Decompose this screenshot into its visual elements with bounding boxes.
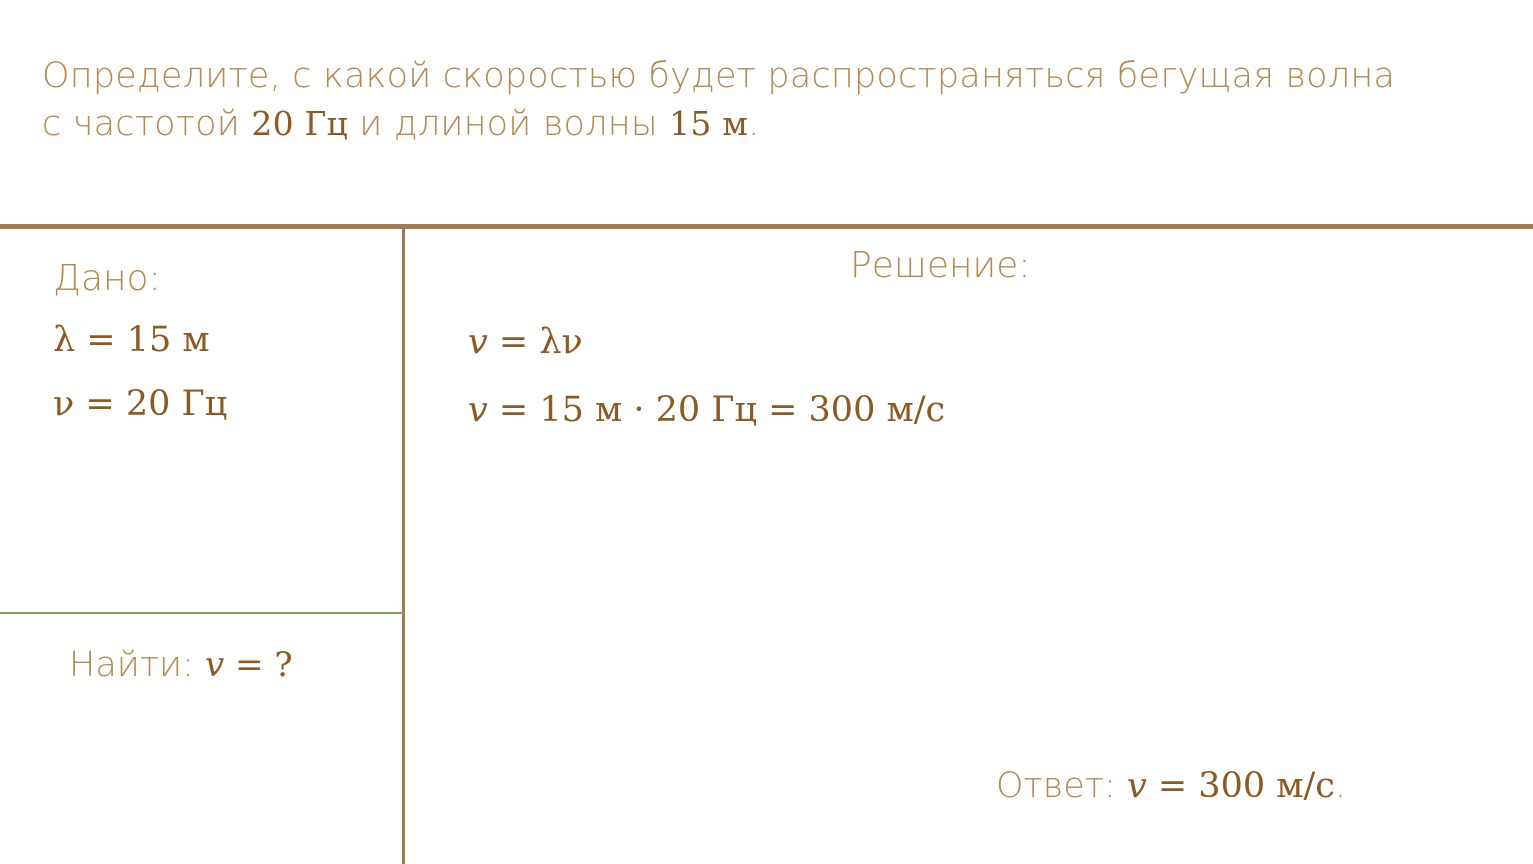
- answer-variable: v: [1126, 766, 1147, 806]
- problem-line-2: [42, 100, 1442, 148]
- problem-line-1: Определите, с какой скоростью будет распространяться бегущая волна: [42, 56, 1396, 96]
- solution-formula: [468, 322, 583, 362]
- answer-expression: = 300 м/с: [1146, 766, 1335, 806]
- given-frequency: ν = 20 Гц: [53, 384, 228, 424]
- find-section: [69, 645, 293, 685]
- find-label: Найти:: [69, 645, 206, 685]
- vertical-divider: [402, 229, 405, 864]
- wavelength-value: 15 м: [669, 104, 749, 143]
- solution-calculation: [468, 390, 945, 430]
- answer-label: Ответ:: [996, 766, 1127, 806]
- frequency-value: 20 Гц: [251, 104, 348, 143]
- problem-line-2-prefix: с частотой: [42, 104, 252, 144]
- formula-expression: = λν: [487, 322, 583, 362]
- solution-title: Решение:: [850, 245, 1031, 286]
- given-wavelength: λ = 15 м: [53, 320, 210, 360]
- answer: [996, 766, 1346, 806]
- find-variable: v: [205, 645, 225, 685]
- problem-line-2-suffix: .: [748, 104, 760, 144]
- problem-line-2-mid: и длиной волны: [347, 104, 670, 144]
- calc-variable: v: [468, 390, 488, 430]
- formula-variable: v: [468, 322, 488, 362]
- answer-suffix: .: [1334, 766, 1346, 806]
- top-divider: [0, 224, 1533, 229]
- problem-statement: [42, 52, 1442, 148]
- given-find-divider: [0, 612, 403, 614]
- calc-expression: = 15 м · 20 Гц = 300 м/с: [487, 390, 946, 430]
- find-expression: = ?: [224, 645, 293, 685]
- given-title: Дано:: [53, 258, 161, 299]
